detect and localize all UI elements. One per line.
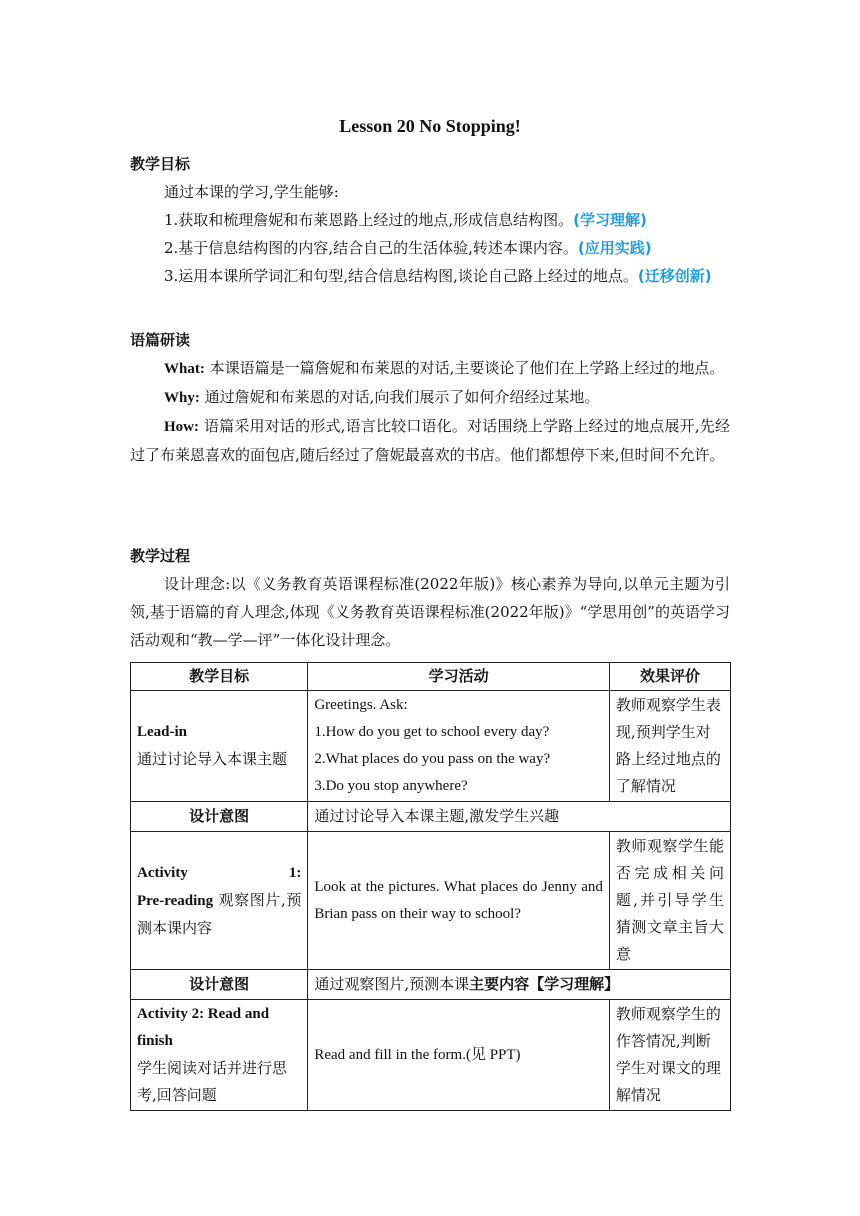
process-concept: 设计理念:以《义务教育英语课程标准(2022年版)》核心素养为导向,以单元主题为引领,基于语篇的育人理念,体现《义务教育英语课程标准(2022年版)》“学思用创”的英语学习活动观和“教—学—评”一体化设计理念。 [130,575,730,649]
activity-cell [308,691,610,802]
why-text: 通过詹妮和布莱恩的对话,向我们展示了如何介绍经过某地。 [199,388,600,406]
goal-title-c: Pre-reading [137,892,214,909]
intent-row [131,802,731,832]
goals-section [130,150,730,290]
goal-item-1-tag: (学习理解) [573,211,647,229]
goal-item-3 [130,262,730,290]
eval-cell: 教师观察学生的作答情况,判断学生对课文的理解情况 [609,1000,730,1111]
goal-item-2-text: 2.基于信息结构图的内容,结合自己的生活体验,转述本课内容。 [164,239,578,257]
table-row [131,1000,731,1111]
lesson-title: Lesson 20 No Stopping! [339,116,521,136]
intent-label: 设计意图 [131,802,308,832]
goal-text: 学生阅读对话并进行思考,回答问题 [137,1059,288,1104]
goals-heading: 教学目标 [130,155,191,173]
goal-item-2-tag: (应用实践) [577,239,652,257]
intent-text: 通过观察图片,预测本课 [314,975,470,993]
process-section [130,542,730,654]
activity-line: Greetings. Ask: [314,697,408,713]
goal-title: Lead-in [137,724,188,740]
table-header-row [131,663,731,691]
goal-cell [131,1000,308,1111]
analysis-how [130,412,730,469]
header-eval: 效果评价 [609,663,730,691]
goal-item-2 [130,234,730,262]
what-text: 本课语篇是一篇詹妮和布莱恩的对话,主要谈论了他们在上学路上经过的地点。 [204,359,725,377]
analysis-what [130,354,730,383]
goal-item-1 [130,206,730,234]
why-label: Why: [164,390,200,406]
how-text: 语篇采用对话的形式,语言比较口语化。对话围绕上学路上经过的地点展开,先经过了布莱恩喜欢的面包店,随后经过了詹妮最喜欢的书店。他们都想停下来,但时间不允许。 [130,417,730,464]
goal-item-3-tag: (迁移创新) [637,267,712,285]
activity-line: 2.What places do you pass on the way? [314,751,551,767]
goal-title-a: Activity [137,864,188,881]
goal-cell [131,691,308,802]
how-label: How: [164,419,199,435]
goal-text: 观察图片,预测本课内容 [137,890,302,937]
intent-row [131,970,731,1000]
goals-intro: 通过本课的学习,学生能够: [164,183,339,201]
what-label: What: [164,361,205,377]
process-heading: 教学过程 [130,547,191,565]
activity-line: 3.Do you stop anywhere? [314,778,468,794]
lesson-plan-table [130,662,731,1111]
goal-item-1-text: 1.获取和梳理詹妮和布莱恩路上经过的地点,形成信息结构图。 [164,211,574,229]
table-row [131,691,731,802]
goal-cell [131,832,308,970]
analysis-why [130,383,730,412]
goal-title-rest [137,887,301,942]
goal-text: 通过讨论导入本课主题 [137,750,288,768]
intent-text-bold: 主要内容【学习理解】 [469,975,620,993]
goal-title-b: 1: [288,864,302,881]
activity-cell: Read and fill in the form.(见 PPT) [308,1000,610,1111]
goal-title-line [137,860,301,887]
activity-cell: Look at the pictures. What places do Jenny and Brian pass on their way to school? [308,832,610,970]
goal-item-3-text: 3.运用本课所学词汇和句型,结合信息结构图,谈论自己路上经过的地点。 [164,267,638,285]
analysis-section [130,326,730,469]
header-activity: 学习活动 [308,663,610,691]
table-row [131,832,731,970]
intent-label: 设计意图 [131,970,308,1000]
eval-cell: 教师观察学生能否完成相关问题,并引导学生猜测文章主旨大意 [609,832,730,970]
analysis-heading: 语篇研读 [130,331,191,349]
activity-line: 1.How do you get to school every day? [314,724,550,740]
goal-title: Activity 2: Read and finish [137,1006,270,1049]
intent-text-cell [308,970,731,1000]
intent-text: 通过讨论导入本课主题,激发学生兴趣 [308,802,731,832]
eval-cell: 教师观察学生表现,预判学生对路上经过地点的了解情况 [609,691,730,802]
header-goal: 教学目标 [131,663,308,691]
